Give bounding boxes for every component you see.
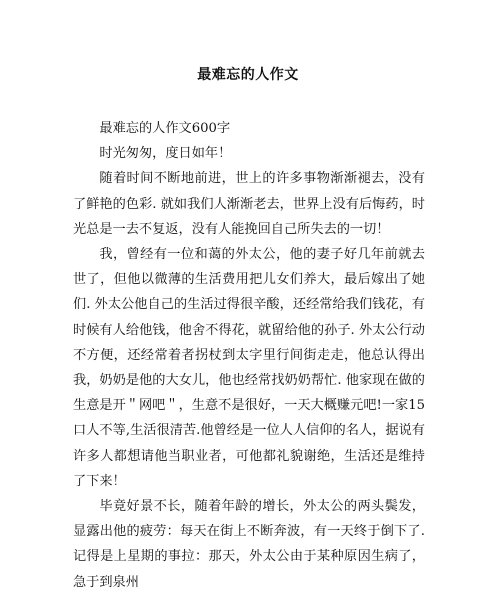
paragraph-great-grandfather: 我，曾经有一位和蔼的外太公，他的妻子好几年前就去世了，但他以微薄的生活费用把儿女们养大，最后嫁出了她们. 外太公他自己的生活过得很辛酸，还经常给我们钱花，有时候有人给他钱，他舍不得花，就留给他的孙子. 外太公行动不方便，还经常着者拐杖到太字里行间街走走，他总认得出我，奶奶是他的大女儿，他也经常找奶奶帮忙. 他家现在做的生意是开＂网吧＂，生意不是很好，一天大概赚元吧!一家15口人不等,生活很清苦.他曾经是一位人人信仰的名人，据说有许多人都想请他当职业者，可他都礼貌谢绝，生活还是维持了下来！ <box>73 247 425 489</box>
paragraph-decline: 毕竟好景不长，随着年龄的增长，外太公的两头鬓发，显露出他的疲劳：每天在街上不断奔波，有一天终于倒下了. 记得是上星期的事拉：那天，外太公由于某种原因生病了，急于到泉州 <box>73 499 425 590</box>
document-title: 最难忘的人作文 <box>197 67 299 83</box>
document-body <box>73 116 425 595</box>
paragraph-subtitle: 最难忘的人作文600字 <box>99 121 231 136</box>
paragraph-opening: 时光匆匆，度日如年！ <box>99 146 232 162</box>
paragraph-time: 随着时间不断地前进，世上的许多事物渐渐褪去，没有了鲜艳的色彩. 就如我们人渐渐老去，世界上没有后悔药，时光总是一去不复返，没有人能挽回自己所失去的一切！ <box>73 171 425 237</box>
